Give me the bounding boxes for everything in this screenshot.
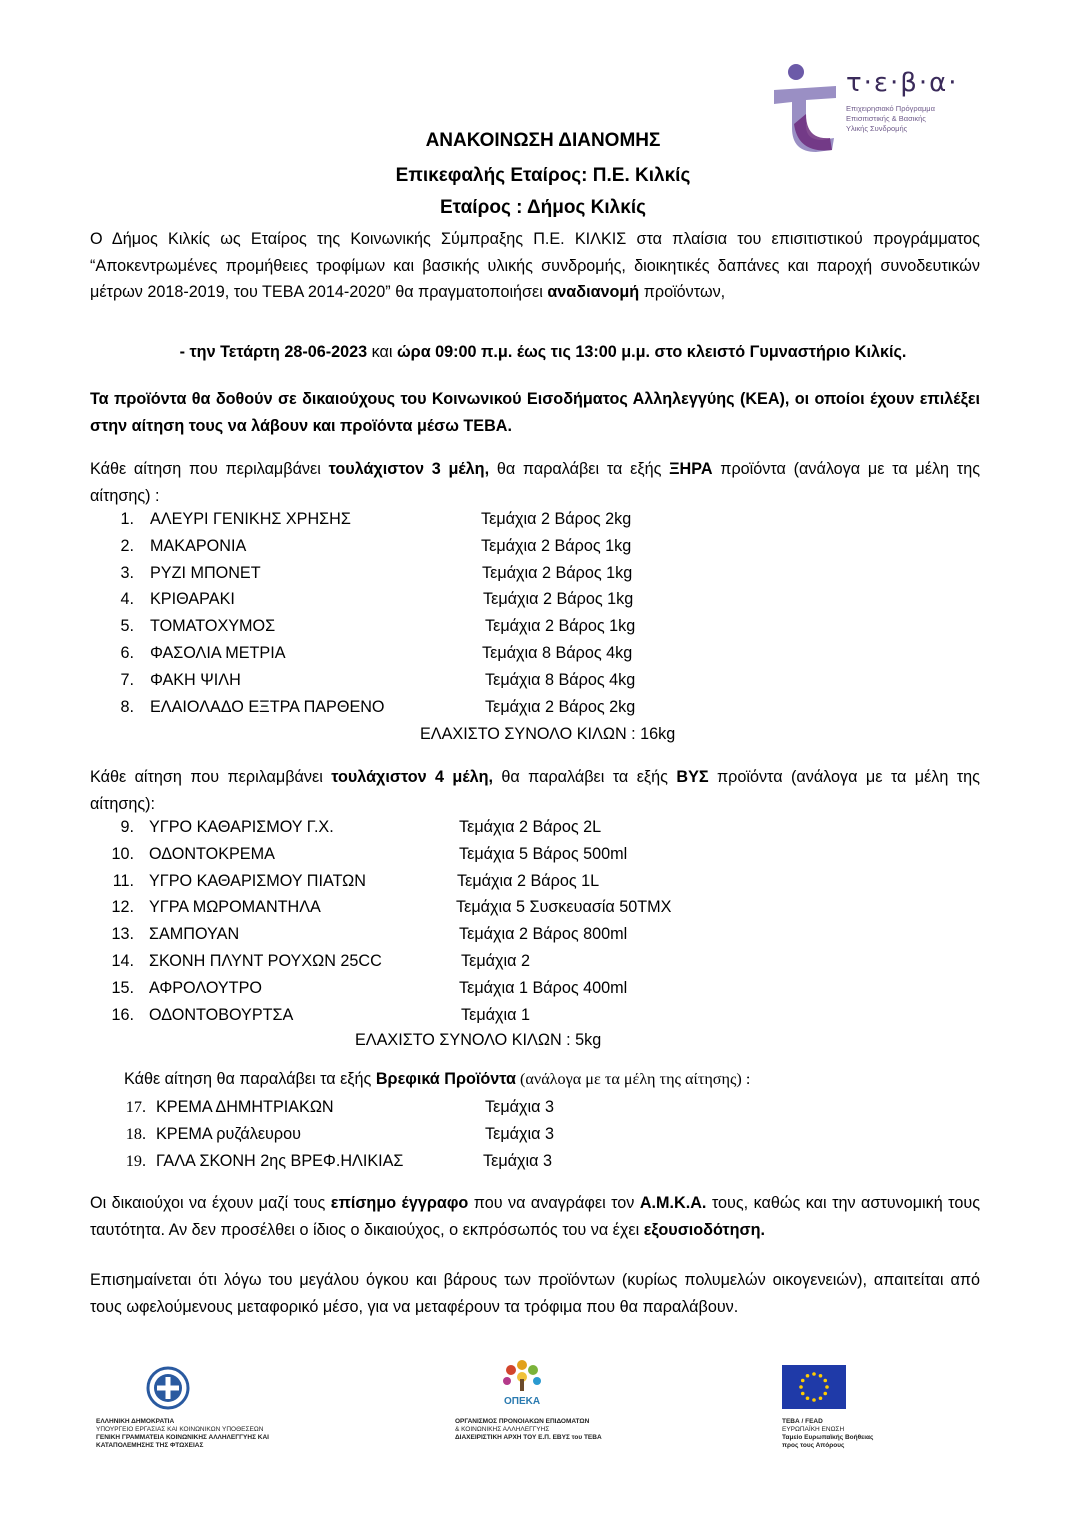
item-number: 19. bbox=[125, 1151, 146, 1170]
eu-flag bbox=[782, 1365, 846, 1409]
opeka-logo: ΟΠΕΚΑ bbox=[496, 1357, 548, 1407]
item-quantity: Τεμάχια 8 Βάρος 4kg bbox=[482, 644, 633, 662]
lead-partner: Επικεφαλής Εταίρος: Π.Ε. Κιλκίς bbox=[395, 165, 691, 186]
item-number: 11. bbox=[112, 871, 134, 890]
greek-emblem-icon bbox=[146, 1366, 190, 1410]
item-quantity: Τεμάχια 1 bbox=[461, 1005, 530, 1024]
item-number: 4. bbox=[120, 590, 134, 609]
item-name: ΚΡΙΘΑΡΑΚΙ bbox=[150, 590, 235, 609]
item-number: 17. bbox=[125, 1098, 146, 1116]
item-number: 1. bbox=[120, 510, 134, 528]
footer-eu: ΤΕΒΑ / FEAD ΕΥΡΩΠΑΪΚΗ ΕΝΩΣΗ Ταμείο Ευρωπαϊκής Βοήθειας προς τους Απόρους bbox=[782, 1418, 874, 1449]
item-quantity: Τεμάχια 2 Βάρος 2kg bbox=[481, 510, 632, 528]
item-number: 2. bbox=[120, 536, 134, 555]
item-name: ΕΛΑΙΟΛΑΔΟ ΕΞΤΡΑ ΠΑΡΘΕΝΟ bbox=[150, 697, 385, 716]
footer-opeka: ΟΡΓΑΝΙΣΜΟΣ ΠΡΟΝΟΙΑΚΩΝ ΕΠΙΔΟΜΑΤΩΝ & ΚΟΙΝΩΝΙΚΗΣ ΑΛΛΗΛΕΓΓΥΗΣ ΔΙΑΧΕΙΡΙΣΤΙΚΗ ΑΡΧΗ ΤΟΥ Ε.Π. ΕΒΥΣ του ΤΕΒΑ bbox=[455, 1418, 602, 1441]
transport-paragraph: Επισημαίνεται ότι λόγω του μεγάλου όγκου και βάρους των προϊόντων (κυρίως πολυμελών οικογενειών), απαιτείται από τους ωφελούμενους μεταφορικό μέσο, για να μεταφέρουν τα τρόφιμα που θα παραλάβουν. bbox=[90, 1271, 980, 1316]
item-quantity: Τεμάχια 1 Βάρος 400ml bbox=[459, 978, 628, 997]
item-quantity: Τεμάχια 2 Βάρος 1kg bbox=[485, 617, 636, 636]
item-quantity: Τεμάχια 2 Βάρος 2L bbox=[459, 818, 602, 836]
item-number: 12. bbox=[111, 898, 134, 917]
item-number: 9. bbox=[120, 818, 134, 836]
teva-tagline: Επιχειρησιακό Πρόγραμμα Επισιτιστικής & Βασικής Υλικής Συνδρομής bbox=[846, 104, 935, 133]
teva-wordmark: τ·ε·β·α· bbox=[846, 68, 959, 98]
item-name: ΡΥΖΙ ΜΠΟΝΕΤ bbox=[150, 563, 261, 582]
item-number: 18. bbox=[125, 1124, 146, 1143]
partner: Εταίρος : Δήμος Κιλκίς bbox=[440, 197, 646, 218]
item-name: ΦΑΚΗ ΨΙΛΗ bbox=[150, 670, 241, 689]
bys-total: ΕΛΑΧΙΣΤΟ ΣΥΝΟΛΟ ΚΙΛΩΝ : 5kg bbox=[355, 1031, 602, 1049]
item-quantity: Τεμάχια 3 bbox=[483, 1151, 552, 1170]
item-name: ΣΚΟΝΗ ΠΛΥΝΤ ΡΟΥΧΩΝ 25CC bbox=[149, 952, 382, 970]
item-quantity: Τεμάχια 2 bbox=[461, 952, 530, 970]
item-quantity: Τεμάχια 2 Βάρος 1kg bbox=[481, 536, 632, 555]
beneficiaries-paragraph: Τα προϊόντα θα δοθούν σε δικαιούχους του Κοινωνικού Εισοδήματος Αλληλεγγύης (ΚΕΑ), οι οποίοι έχουν επιλέξει στην αίτηση τους να λάβουν και προϊόντα μέσω ΤΕΒΑ. bbox=[90, 390, 980, 435]
item-name: ΣΑΜΠΟΥΑΝ bbox=[149, 925, 240, 944]
item-name: ΑΛΕΥΡΙ ΓΕΝΙΚΗΣ ΧΡΗΣΗΣ bbox=[150, 510, 351, 528]
item-quantity: Τεμάχια 3 bbox=[485, 1098, 554, 1116]
intro-paragraph: Ο Δήμος Κιλκίς ως Εταίρος της Κοινωνικής Σύμπραξης Π.Ε. ΚΙΛΚΙΣ στα πλαίσια του επισιτιστικού προγράμματος “Αποκεντρωμένες προμήθειες τροφίμων και βασικής υλικής συνδρομής, διοικητικές δαπάνες και παροχή συνοδευτικών μέτρων 2018-2019, του ΤΕΒΑ 2014-2020” θα πραγματοποιήσει αναδιανομή προϊόντων, bbox=[90, 230, 980, 301]
item-name: ΚΡΕΜΑ ΔΗΜΗΤΡΙΑΚΩΝ bbox=[156, 1098, 334, 1116]
item-number: 7. bbox=[120, 670, 134, 689]
item-name: ΜΑΚΑΡΟΝΙΑ bbox=[150, 536, 247, 555]
item-quantity: Τεμάχια 3 bbox=[485, 1124, 554, 1143]
item-name: ΦΑΣΟΛΙΑ ΜΕΤΡΙΑ bbox=[150, 644, 286, 662]
item-number: 13. bbox=[111, 925, 134, 944]
item-name: ΟΔΟΝΤΟΚΡΕΜΑ bbox=[149, 844, 275, 863]
item-name: ΥΓΡΟ ΚΑΘΑΡΙΣΜΟΥ ΠΙΑΤΩΝ bbox=[149, 871, 366, 890]
item-number: 14. bbox=[111, 952, 134, 970]
item-quantity: Τεμάχια 2 Βάρος 1kg bbox=[482, 563, 633, 582]
item-name: ΥΓΡΑ ΜΩΡΟΜΑΝΤΗΛΑ bbox=[149, 898, 321, 917]
item-quantity: Τεμάχια 2 Βάρος 2kg bbox=[485, 697, 636, 716]
item-name: ΓΑΛΑ ΣΚΟΝΗ 2ης ΒΡΕΦ.ΗΛΙΚΙΑΣ bbox=[156, 1151, 404, 1170]
baby-products-intro: Κάθε αίτηση θα παραλάβει τα εξής Βρεφικά Προϊόντα (ανάλογα με τα μέλη της αίτησης) : bbox=[124, 1070, 751, 1088]
item-number: 3. bbox=[120, 563, 134, 582]
item-name: ΥΓΡΟ ΚΑΘΑΡΙΣΜΟΥ Γ.Χ. bbox=[149, 818, 334, 836]
eu-stars-icon bbox=[782, 1365, 846, 1409]
item-quantity: Τεμάχια 2 Βάρος 1L bbox=[457, 871, 600, 890]
greek-republic-emblem bbox=[146, 1366, 190, 1415]
item-quantity: Τεμάχια 2 Βάρος 1kg bbox=[483, 590, 634, 609]
page-title: ΑΝΑΚΟΙΝΩΣΗ ΔΙΑΝΟΜΗΣ bbox=[425, 130, 661, 151]
dry-total: ΕΛΑΧΙΣΤΟ ΣΥΝΟΛΟ ΚΙΛΩΝ : 16kg bbox=[420, 725, 676, 743]
item-quantity: Τεμάχια 2 Βάρος 800ml bbox=[459, 925, 628, 944]
item-number: 10. bbox=[111, 844, 134, 863]
item-name: ΑΦΡΟΛΟΥΤΡΟ bbox=[149, 978, 262, 997]
item-number: 15. bbox=[111, 978, 134, 997]
item-number: 16. bbox=[111, 1005, 134, 1024]
item-number: 6. bbox=[120, 644, 134, 662]
footer-ministry: ΕΛΛΗΝΙΚΗ ΔΗΜΟΚΡΑΤΙΑ ΥΠΟΥΡΓΕΙΟ ΕΡΓΑΣΙΑΣ ΚΑΙ ΚΟΙΝΩΝΙΚΩΝ ΥΠΟΘΕΣΕΩΝ ΓΕΝΙΚΗ ΓΡΑΜΜΑΤΕΙΑ ΚΟΙΝΩΝΙΚΗΣ ΑΛΛΗΛΕΓΓΥΗΣ ΚΑΙ ΚΑΤΑΠΟΛΕΜΗΣΗΣ ΤΗΣ ΦΤΩΧΕΙΑΣ bbox=[96, 1418, 269, 1449]
documents-paragraph: Οι δικαιούχοι να έχουν μαζί τους επίσημο έγγραφο που να αναγράφει τον Α.Μ.Κ.Α. τους, καθώς και την αστυνομική τους ταυτότητα. Αν δεν προσέλθει ο ίδιος ο δικαιούχος, ο εκπρόσωπός του να έχει εξουσιοδότηση. bbox=[90, 1194, 980, 1239]
item-quantity: Τεμάχια 8 Βάρος 4kg bbox=[485, 670, 636, 689]
item-quantity: Τεμάχια 5 Συσκευασία 50ΤΜΧ bbox=[456, 898, 672, 917]
item-number: 8. bbox=[120, 697, 134, 716]
item-number: 5. bbox=[120, 617, 134, 636]
opeka-tree-icon bbox=[499, 1357, 545, 1391]
bys-products-intro: Κάθε αίτηση που περιλαμβάνει τουλάχιστον 4 μέλη, θα παραλάβει τα εξής ΒΥΣ προϊόντα (ανάλογα με τα μέλη της αίτησης): bbox=[90, 768, 980, 813]
distribution-date: - την Τετάρτη 28-06-2023 και ώρα 09:00 π.μ. έως τις 13:00 μ.μ. στο κλειστό Γυμναστήριο Κιλκίς. bbox=[179, 343, 907, 361]
item-name: ΤΟΜΑΤΟΧΥΜΟΣ bbox=[150, 617, 276, 636]
dry-products-intro: Κάθε αίτηση που περιλαμβάνει τουλάχιστον 3 μέλη, θα παραλάβει τα εξής ΞΗΡΑ προϊόντα (ανάλογα με τα μέλη της αίτησης) : bbox=[90, 460, 980, 505]
item-quantity: Τεμάχια 5 Βάρος 500ml bbox=[459, 844, 628, 863]
item-name: ΚΡΕΜΑ ρυζάλευρου bbox=[156, 1124, 301, 1143]
item-name: ΟΔΟΝΤΟΒΟΥΡΤΣΑ bbox=[149, 1005, 294, 1024]
